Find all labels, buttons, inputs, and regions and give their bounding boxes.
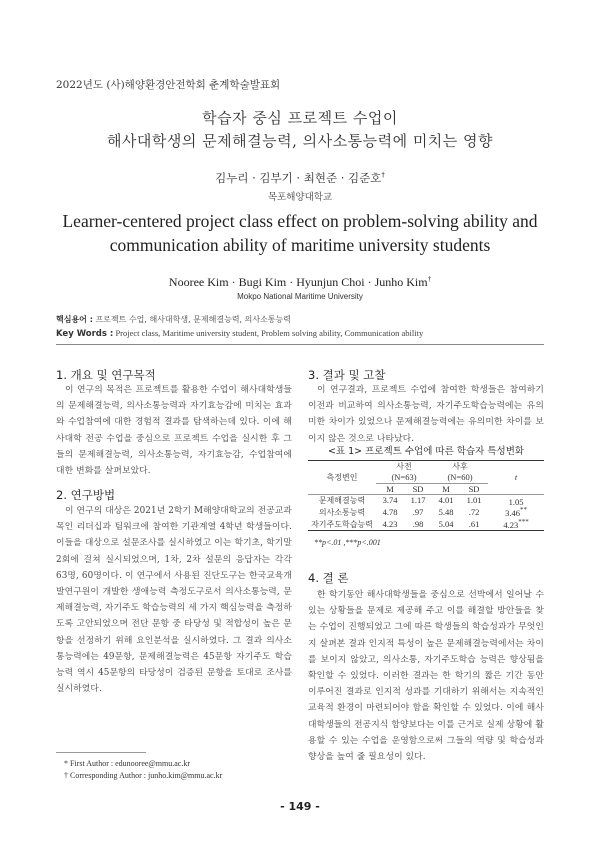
section-4-body: 한 학기동안 해사대학생들을 중심으로 선박에서 일어날 수 있는 상황들을 문제로 제공해 주고 이를 해결할 방안들을 찾는 수업이 진행되었고 그에 따른 학생들의 학습성과가 무엇인지 살펴본 결과 인지적 특성이 높은 문제해결능력에서는 차이를 보이지 않았고, 의사소통, 자기주도학습 능력은 향상됨을 확인할 수 있었다. 이러한 결과는 한 학기의 짧은 기간 동안 이루어진 결과로 인지적 성과를 기대하기 위해서는 지속적인 교육적 환경이 마련되어야 함을 확인할 수 있었다. 이에 해사대학생들의 전공지식 함양보다는 이를 근거로 실제 상황에 활용할 수 있는 수업을 운영함으로써 그들의 역량 및 학습성과 향상을 높여 줄 필요성이 있다.	[308, 590, 544, 763]
footnote-corr-mark: †	[64, 771, 68, 780]
keywords-english-label: Key Words :	[56, 329, 114, 339]
table-cell: 3.74	[382, 495, 398, 506]
keywords-korean-text: 프로젝트 수업, 해사대학생, 문제해결능력, 의사소통능력	[95, 315, 291, 324]
table-row	[308, 506, 544, 518]
table-cell: 4.23	[376, 518, 404, 530]
t-value: 1.05	[508, 496, 524, 507]
table-cell: 5.48	[438, 507, 454, 518]
significance-mark: ***	[518, 518, 529, 527]
table-row-label: 자기주도학습능력	[308, 518, 376, 530]
table-cell: .61	[460, 518, 488, 530]
page-number: - 149 -	[280, 800, 320, 813]
table-header-post-m: M	[432, 483, 460, 494]
table-header-t: t	[488, 461, 544, 495]
table-cell: .72	[468, 507, 480, 518]
korean-authors-names: 김누리 · 김부기 · 최현준 · 김준호	[215, 171, 382, 185]
keywords-english	[56, 328, 423, 339]
table-caption: <표 1> 프로젝트 수업에 따른 학습자 특성변화	[327, 446, 525, 457]
section-1-body: 이 연구의 목적은 프로젝트를 활용한 수업이 해사대학생들의 문제해결능력, 의사소통능력과 자기효능감에 미치는 효과와 수업참여에 대한 경험적 결과를 탐색하는데 있다. 이에 해사대학 전공 수업을 중심으로 프로젝트 수업을 실시한 후 그들의 문제해결능력, 의사소통능력, 자기효능감, 수업참여에 대한 변화를 살펴보았다.	[56, 385, 292, 477]
table-header-variable: 측정변인	[308, 461, 376, 495]
results-table	[308, 460, 544, 531]
english-authors-names: Nooree Kim · Bugi Kim · Hyunjun Choi · Junho Kim	[168, 275, 428, 289]
table-row-label: 의사소통능력	[318, 507, 366, 517]
footnote-first-author	[64, 759, 190, 768]
corresponding-mark-en: †	[427, 275, 432, 283]
korean-authors	[0, 170, 600, 186]
korean-title-line-1: 학습자 중심 프로젝트 수업이	[202, 109, 398, 127]
table-row-label: 문제해결능력	[318, 495, 366, 505]
keywords-korean-label: 핵심용어 :	[56, 315, 93, 324]
table-header-pre-n: (N=63)	[376, 472, 432, 483]
table-cell: 4.01	[438, 495, 454, 506]
table-header-pre-sd: SD	[404, 483, 432, 494]
table-cell: 1.17	[410, 495, 426, 506]
footnote-divider	[56, 752, 146, 753]
table-cell: 5.04	[432, 518, 460, 530]
significance-mark: **	[519, 506, 527, 515]
header-divider	[56, 344, 544, 345]
keywords-english-text: Project class, Maritime university student, Problem solving ability, Communication ability	[115, 328, 424, 338]
t-value: 4.23	[503, 519, 519, 530]
table-header-post: 사후	[432, 461, 488, 473]
section-3-heading: 3. 결과 및 고찰	[308, 368, 386, 382]
table-cell: 1.01	[466, 495, 482, 506]
section-2-heading: 2. 연구방법	[56, 488, 116, 502]
english-title-line-1: Learner-centered project class effect on problem-solving ability and	[62, 211, 538, 231]
footnote-first-mark: *	[64, 759, 68, 768]
english-title-line-2: communication ability of maritime university students	[109, 235, 491, 255]
english-authors	[0, 275, 600, 290]
table-cell: .97	[412, 507, 424, 518]
table-row	[308, 494, 544, 506]
table-cell-t	[488, 506, 544, 518]
section-3-body: 이 연구결과, 프로젝트 수업에 참여한 학생들은 참여하기 이전과 비교하여 의사소통능력, 자기주도학습능력에는 유의미한 차이가 있었으나 문제해결능력에는 유의미한 차이를 보이지 않은 것으로 나타났다.	[308, 385, 544, 444]
table-cell-t	[488, 494, 544, 506]
conference-header: 2022년도 (사)해양환경안전학회 춘계학술발표회	[56, 79, 281, 91]
table-cell: .98	[404, 518, 432, 530]
t-value: 3.46	[505, 508, 520, 519]
table-cell: 4.78	[382, 507, 398, 518]
section-1-heading: 1. 개요 및 연구목적	[56, 368, 156, 382]
keywords-korean	[56, 314, 291, 325]
table-header-pre: 사전	[376, 461, 432, 473]
korean-affiliation: 목포해양대학교	[267, 192, 333, 203]
table-header-post-n: (N=60)	[432, 472, 488, 483]
section-4-heading: 4. 결 론	[308, 571, 349, 585]
table-cell-t	[488, 518, 544, 530]
table-header-post-sd: SD	[460, 483, 488, 494]
table-note: **p<.01 ,***p<.001	[314, 538, 381, 547]
footnote-corresponding-author	[64, 771, 222, 780]
english-affiliation: Mokpo National Maritime University	[237, 292, 363, 301]
footnote-first-text: First Author : edunooree@mmu.ac.kr	[70, 759, 191, 768]
footnote-corr-text: Corresponding Author : junho.kim@mmu.ac.kr	[70, 771, 223, 780]
table-header-pre-m: M	[376, 483, 404, 494]
table-row	[308, 518, 544, 530]
section-2-body: 이 연구의 대상은 2021년 2학기 M해양대학교의 전공교과목인 리더십과 팀워크에 참여한 기관계열 4학년 학생들이다. 이들을 대상으로 설문조사를 실시하였고 이는 학기초, 학기말 2회에 걸쳐 실시되었으며, 1차, 2차 설문의 응답자는 각각 63명, 60명이다. 이 연구에서 사용된 진단도구는 한국교육개발연구원이 개발한 생애능력 측정도구로서 의사소통능력, 문제해결능력, 자기주도 학습능력의 세 가지 핵심능력을 측정하도록 고안되었으며 전단 문항 중 타당성 및 적합성이 높은 문항을 선정하기 위해 요인분석을 실시하였다. 그 결과 의사소통능력에는 49문항, 문제해결능력은 45문항 자기주도 학습능력 역시 45문항의 타당성이 검증된 문항을 토대로 조사를 실시하였다.	[56, 506, 292, 695]
korean-title-line-2: 해사대학생의 문제해결능력, 의사소통능력에 미치는 영향	[106, 132, 494, 150]
corresponding-mark: †	[381, 171, 385, 180]
